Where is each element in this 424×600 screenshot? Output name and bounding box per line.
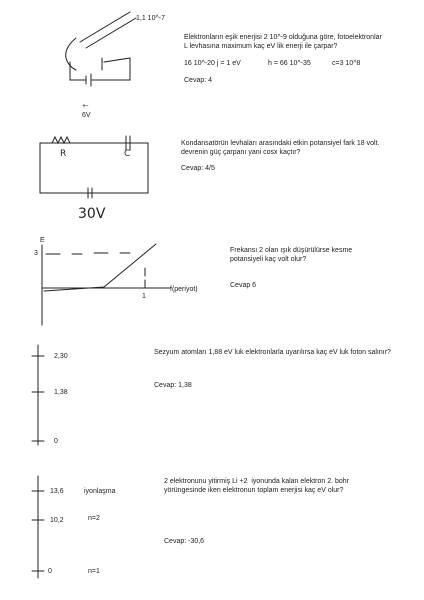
energy-frequency-graph xyxy=(42,244,170,325)
q5-line2: yörüngesinde iken elektronun toplam enerjisi kaç eV olur? xyxy=(164,487,344,494)
q3-line2: potansiyeli kaç volt olur? xyxy=(230,256,307,263)
resistor-label: R xyxy=(60,149,67,159)
q3-line1: Frekansı 2 olan ışık düşürülürse kesme xyxy=(230,247,353,254)
ionization-label: iyonlaşma xyxy=(84,488,116,495)
light-ray-2 xyxy=(86,18,136,48)
q2-answer: Cevap: 4/5 xyxy=(181,165,215,172)
level-top-label: 2,30 xyxy=(54,353,68,360)
level-mid-label: 1,38 xyxy=(54,389,68,396)
q4-question: Sezyum atomları 1,88 eV luk elektronlarla uyarılırsa kaç eV luk foton salınır? xyxy=(154,349,391,356)
n2-label: n=2 xyxy=(88,515,100,522)
graph-line xyxy=(44,244,156,291)
level-zero-label-2: 0 xyxy=(48,568,52,575)
q4-answer: Cevap: 1,38 xyxy=(154,382,192,389)
resistor-symbol xyxy=(52,137,70,143)
q1-const1: 16 10^-20 j = 1 eV xyxy=(184,60,241,67)
q5-answer: Cevap: -30,6 xyxy=(164,538,205,545)
value-1-label: 1 xyxy=(142,293,146,300)
axis-f-label: f(periyot) xyxy=(170,286,198,293)
n1-label: n=1 xyxy=(88,568,100,575)
q3-answer: Cevap 6 xyxy=(230,282,257,289)
q1-answer: Cevap: 4 xyxy=(184,77,213,84)
level-zero-label: 0 xyxy=(54,438,58,445)
cesium-energy-levels xyxy=(32,345,44,445)
source-voltage: 30V xyxy=(78,206,106,222)
circuit-loop xyxy=(40,143,148,193)
level-top-label-2: 13,6 xyxy=(50,488,64,495)
li-energy-levels xyxy=(32,476,44,578)
light-ray-1 xyxy=(80,12,130,42)
q1-const2: h = 66 10^-35 xyxy=(268,60,311,67)
q1-const3: c=3 10^8 xyxy=(332,60,361,67)
wire-right xyxy=(92,58,130,80)
value-3-label: 3 xyxy=(34,250,38,257)
q1-line2: L levhasına maximum kaç eV lik enerji ile çarpar? xyxy=(184,43,338,50)
battery-voltage: 6V xyxy=(82,112,91,119)
q2-line1: Kondansatörün levhaları arasındaki etkin potansiyel fark 18 volt. xyxy=(181,140,380,147)
q2-line2: devrenin güç çarpanı yani cosx kaçtır? xyxy=(181,149,301,156)
cathode-arc xyxy=(66,38,76,70)
ray-label: 1,1 10^-7 xyxy=(136,15,165,22)
battery-sign: +- xyxy=(82,103,89,110)
rc-circuit-sketch xyxy=(40,136,148,198)
photocell-sketch xyxy=(66,12,136,86)
capacitor-label: C xyxy=(124,149,131,159)
level-mid-label-2: 10,2 xyxy=(50,517,64,524)
q1-line1: Elektronların eşik enerjisi 2 10^-9 olduğuna göre, fotoelektronlar xyxy=(184,34,382,41)
wire-left xyxy=(70,62,86,80)
q5-line1: 2 elektronunu yitirmiş Li +2 iyonunda kalan elektron 2. bohr xyxy=(164,478,350,485)
axis-e-label: E xyxy=(40,237,45,244)
